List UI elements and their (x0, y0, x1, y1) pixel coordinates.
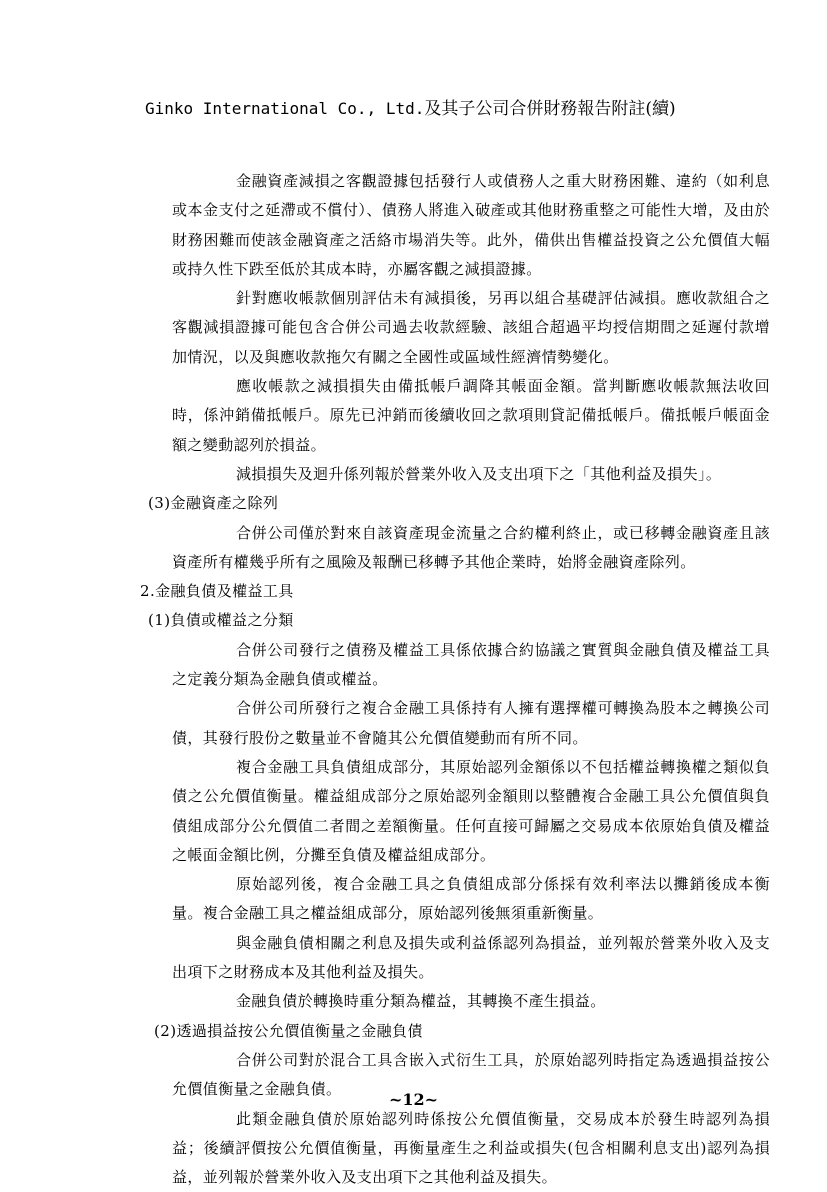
heading-classification: (1)負債或權益之分類 (140, 606, 770, 635)
paragraph-fvtpl-measurement: 此類金融負債於原始認列時係按公允價值衡量，交易成本於發生時認列為損益；後續評價按公允價值衡量，再衡量產生之利益或損失(包含相關利息支出)認列為損益，並列報於營業外收入及支出項下之其他利益及損失。 (140, 1105, 770, 1192)
report-header (145, 97, 785, 121)
company-name: Ginko International Co., Ltd. (145, 99, 424, 118)
paragraph-allowance-account: 應收帳款之減損損失由備抵帳戶調降其帳面金額。當判斷應收帳款無法收回時，係沖銷備抵帳戶。原先已沖銷而後續收回之款項則貸記備抵帳戶。備抵帳戶帳面金額之變動認列於損益。 (140, 372, 770, 460)
paragraph-conversion: 金融負債於轉換時重分類為權益，其轉換不產生損益。 (140, 987, 770, 1016)
paragraph-subsequent-measurement: 原始認列後，複合金融工具之負債組成部分係採有效利率法以攤銷後成本衡量。複合金融工具之權益組成部分，原始認列後無須重新衡量。 (140, 870, 770, 929)
paragraph-impairment-evidence: 金融資產減損之客觀證據包括發行人或債務人之重大財務困難、違約（如利息或本金支付之延滯或不償付）、債務人將進入破產或其他財務重整之可能性大增，及由於財務困難而使該金融資產之活絡市場消失等。此外，備供出售權益投資之公允價值大幅或持久性下跌至低於其成本時，亦屬客觀之減損證據。 (140, 167, 770, 284)
paragraph-liability-component: 複合金融工具負債組成部分，其原始認列金額係以不包括權益轉換權之類似負債之公允價值衡量。權益組成部分之原始認列金額則以整體複合金融工具公允價值與負債組成部分公允價值二者間之差額衡量。任何直接可歸屬之交易成本依原始負債及權益之帳面金額比例，分攤至負債及權益組成部分。 (140, 753, 770, 870)
paragraph-hybrid-instruments: 合併公司對於混合工具含嵌入式衍生工具，於原始認列時指定為透過損益按公允價值衡量之金融負債。 (140, 1046, 770, 1105)
heading-fvtpl-liabilities: (2)透過損益按公允價值衡量之金融負債 (140, 1017, 770, 1046)
report-body (140, 167, 770, 1192)
header-suffix: 及其子公司合併財務報告附註(續) (424, 99, 675, 119)
paragraph-impairment-reporting: 減損損失及迴升係列報於營業外收入及支出項下之「其他利益及損失」。 (140, 460, 770, 489)
paragraph-receivables-collective: 針對應收帳款個別評估未有減損後，另再以組合基礎評估減損。應收款組合之客觀減損證據可能包含合併公司過去收款經驗、該組合超過平均授信期間之延遲付款增加情況，以及與應收款拖欠有關之全國性或區域性經濟情勢變化。 (140, 284, 770, 372)
paragraph-compound-instruments: 合併公司所發行之複合金融工具係持有人擁有選擇權可轉換為股本之轉換公司債，其發行股份之數量並不會隨其公允價值變動而有所不同。 (140, 694, 770, 753)
heading-liabilities-equity: 2.金融負債及權益工具 (140, 577, 770, 606)
page-number: ~12~ (0, 1090, 827, 1109)
heading-derecognition: (3)金融資產之除列 (140, 489, 770, 518)
paragraph-interest-gains: 與金融負債相關之利息及損失或利益係認列為損益，並列報於營業外收入及支出項下之財務成本及其他利益及損失。 (140, 929, 770, 988)
paragraph-classification: 合併公司發行之債務及權益工具係依據合約協議之實質與金融負債及權益工具之定義分類為金融負債或權益。 (140, 636, 770, 695)
paragraph-derecognition: 合併公司僅於對來自該資產現金流量之合約權利終止，或已移轉金融資產且該資產所有權幾乎所有之風險及報酬已移轉予其他企業時，始將金融資產除列。 (140, 519, 770, 578)
